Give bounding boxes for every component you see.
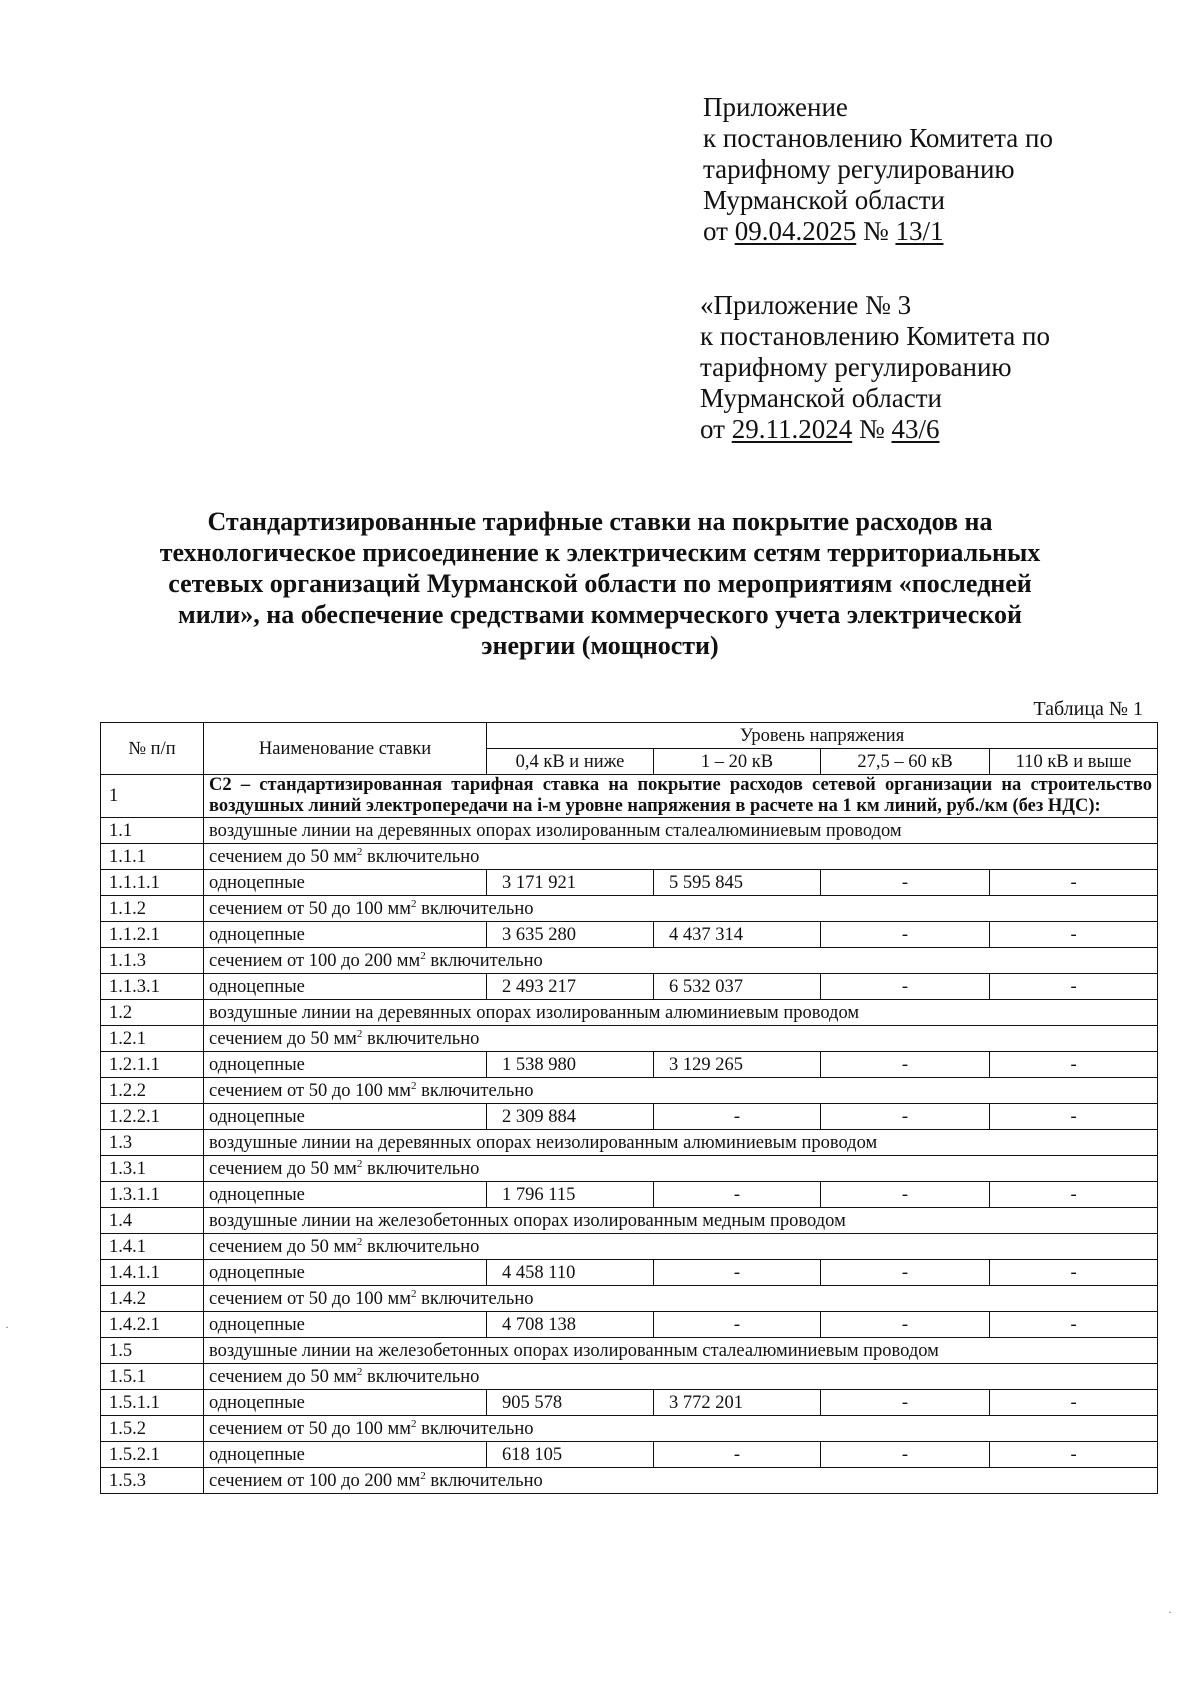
row-number: 1.4.1 xyxy=(101,1234,204,1260)
table-row xyxy=(101,1026,1158,1052)
rate-value: - xyxy=(821,974,990,1000)
rate-value: - xyxy=(654,1104,821,1130)
table-row xyxy=(101,775,1158,818)
row-label: воздушные линии на железобетонных опорах изолированным сталеалюминиевым проводом xyxy=(204,1338,1158,1364)
table-row xyxy=(101,896,1158,922)
rate-value: - xyxy=(990,1104,1158,1130)
rate-value: - xyxy=(990,922,1158,948)
appendix-line: Приложение xyxy=(703,92,848,122)
header-voltage: 27,5 – 60 кВ xyxy=(821,749,990,775)
rate-value: - xyxy=(821,1312,990,1338)
appendix-line: тарифному регулированию xyxy=(700,352,1012,382)
rate-value: 618 105 xyxy=(487,1442,654,1468)
row-number: 1.5.1 xyxy=(101,1364,204,1390)
appendix-line: тарифному регулированию xyxy=(703,154,1015,184)
appendix-date-line: от 09.04.2025 № 13/1 xyxy=(703,216,944,246)
table-row xyxy=(101,1078,1158,1104)
row-number: 1.1.2.1 xyxy=(101,922,204,948)
document-title: Стандартизированные тарифные ставки на покрытие расходов на технологическое присоединение к электрическим сетям территориальных сетевых организаций Мурманской области по мероприятиям «последней мили», на обеспечение средствами коммерческого учета электрической энергии (мощности) xyxy=(159,507,1041,660)
rate-value: - xyxy=(990,1390,1158,1416)
table-row xyxy=(101,1468,1158,1494)
rate-value: - xyxy=(990,1442,1158,1468)
row-number: 1.1.2 xyxy=(101,896,204,922)
appendix-line: к постановлению Комитета по xyxy=(703,123,1053,153)
row-number: 1.3.1.1 xyxy=(101,1182,204,1208)
rate-value: - xyxy=(821,1260,990,1286)
table-row xyxy=(101,1390,1158,1416)
rate-value: 3 171 921 xyxy=(487,870,654,896)
row-label: сечением от 50 до 100 $мм^2$ включительно xyxy=(204,1416,1158,1442)
row-label: одноцепные xyxy=(204,1260,487,1286)
header-voltage: 0,4 кВ и ниже xyxy=(487,749,654,775)
rate-value: - xyxy=(821,1442,990,1468)
appendix-line: Мурманской области xyxy=(703,185,945,215)
header-name: Наименование ставки xyxy=(204,723,487,775)
appendix-date: 09.04.2025 xyxy=(734,216,857,246)
rate-value: - xyxy=(990,870,1158,896)
row-number: 1.2.2 xyxy=(101,1078,204,1104)
row-label: воздушные линии на деревянных опорах неизолированным алюминиевым проводом xyxy=(204,1130,1158,1156)
row-number: 1.2.2.1 xyxy=(101,1104,204,1130)
header-voltage: 110 кВ и выше xyxy=(990,749,1158,775)
rate-value: 2 493 217 xyxy=(487,974,654,1000)
row-number: 1.5.3 xyxy=(101,1468,204,1494)
row-label: сечением от 50 до 100 $мм^2$ включительно xyxy=(204,896,1158,922)
rate-value: - xyxy=(821,870,990,896)
row-label: сечением до 50 $мм^2$ включительно xyxy=(204,1364,1158,1390)
row-label: воздушные линии на деревянных опорах изолированным алюминиевым проводом xyxy=(204,1000,1158,1026)
rate-value: - xyxy=(821,1182,990,1208)
rate-value: 4 708 138 xyxy=(487,1312,654,1338)
table-row xyxy=(101,1104,1158,1130)
appendix-line: Мурманской области xyxy=(700,383,942,413)
row-label: одноцепные xyxy=(204,870,487,896)
rate-value: - xyxy=(654,1260,821,1286)
row-label: одноцепные xyxy=(204,1052,487,1078)
table-row xyxy=(101,1052,1158,1078)
table-row xyxy=(101,1286,1158,1312)
rate-value: 1 796 115 xyxy=(487,1182,654,1208)
row-label: сечением от 50 до 100 $мм^2$ включительно xyxy=(204,1286,1158,1312)
rate-value: - xyxy=(990,1260,1158,1286)
row-number: 1.2.1.1 xyxy=(101,1052,204,1078)
row-number: 1.3 xyxy=(101,1130,204,1156)
row-number: 1.1.1 xyxy=(101,844,204,870)
row-number: 1.5.1.1 xyxy=(101,1390,204,1416)
rate-value: - xyxy=(821,1104,990,1130)
table-label: Таблица № 1 xyxy=(1033,698,1143,720)
table-row xyxy=(101,1312,1158,1338)
row-label: одноцепные xyxy=(204,1312,487,1338)
header-voltage-level: Уровень напряжения xyxy=(487,723,1158,749)
table-row xyxy=(101,1182,1158,1208)
row-label: сечением до 50 $мм^2$ включительно xyxy=(204,1026,1158,1052)
row-label: воздушные линии на железобетонных опорах изолированным медным проводом xyxy=(204,1208,1158,1234)
appendix-date: 29.11.2024 xyxy=(731,414,853,444)
appendix-header-current xyxy=(703,92,1173,247)
rate-value: 1 538 980 xyxy=(487,1052,654,1078)
scan-speck: · xyxy=(1168,1605,1172,1619)
appendix-header-original xyxy=(700,290,1170,445)
table-row xyxy=(101,1416,1158,1442)
row-number: 1.1.3 xyxy=(101,948,204,974)
table-row xyxy=(101,870,1158,896)
table-row xyxy=(101,1000,1158,1026)
row-label: одноцепные xyxy=(204,1104,487,1130)
rate-value: 3 129 265 xyxy=(654,1052,821,1078)
row-label: сечением до 50 $мм^2$ включительно xyxy=(204,844,1158,870)
table-row xyxy=(101,948,1158,974)
row-label: сечением от 100 до 200 $мм^2$ включительно xyxy=(204,948,1158,974)
header-voltage: 1 – 20 кВ xyxy=(654,749,821,775)
row-number: 1.2.1 xyxy=(101,1026,204,1052)
row-label: сечением до 50 $мм^2$ включительно xyxy=(204,1156,1158,1182)
table-row xyxy=(101,1260,1158,1286)
rate-value: - xyxy=(821,922,990,948)
table-row xyxy=(101,1442,1158,1468)
row-number: 1.1 xyxy=(101,818,204,844)
appendix-line: к постановлению Комитета по xyxy=(700,321,1050,351)
row-label: сечением до 50 $мм^2$ включительно xyxy=(204,1234,1158,1260)
rate-value: - xyxy=(990,1182,1158,1208)
row-number: 1.5.2.1 xyxy=(101,1442,204,1468)
row-label: сечением от 100 до 200 $мм^2$ включительно xyxy=(204,1468,1158,1494)
rate-value: - xyxy=(654,1442,821,1468)
appendix-number: 43/6 xyxy=(891,414,940,444)
row-number: 1.2 xyxy=(101,1000,204,1026)
row-label: одноцепные xyxy=(204,974,487,1000)
rate-value: 4 458 110 xyxy=(487,1260,654,1286)
rate-value: 6 532 037 xyxy=(654,974,821,1000)
table-row xyxy=(101,1130,1158,1156)
row-number: 1.1.3.1 xyxy=(101,974,204,1000)
rate-value: - xyxy=(654,1182,821,1208)
row-number: 1.5.2 xyxy=(101,1416,204,1442)
rate-value: - xyxy=(990,1312,1158,1338)
rate-value: 5 595 845 xyxy=(654,870,821,896)
table-row xyxy=(101,818,1158,844)
row-number: 1.1.1.1 xyxy=(101,870,204,896)
table-row xyxy=(101,1364,1158,1390)
rate-value: 2 309 884 xyxy=(487,1104,654,1130)
table-row xyxy=(101,1234,1158,1260)
row-label: одноцепные xyxy=(204,1182,487,1208)
table-row xyxy=(101,1208,1158,1234)
row-number: 1.4.1.1 xyxy=(101,1260,204,1286)
row-label: одноцепные xyxy=(204,1442,487,1468)
appendix-number: 13/1 xyxy=(895,216,944,246)
row-number: 1 xyxy=(101,775,204,818)
row-number: 1.5 xyxy=(101,1338,204,1364)
rate-value: - xyxy=(654,1312,821,1338)
scan-speck: · xyxy=(5,1320,9,1334)
rate-value: - xyxy=(990,1052,1158,1078)
row-label: сечением от 50 до 100 $мм^2$ включительно xyxy=(204,1078,1158,1104)
appendix-date-line: от 29.11.2024 № 43/6 xyxy=(700,414,940,444)
table-row xyxy=(101,1338,1158,1364)
table-row xyxy=(101,844,1158,870)
rate-value: 3 772 201 xyxy=(654,1390,821,1416)
table-row xyxy=(101,974,1158,1000)
row-number: 1.4.2.1 xyxy=(101,1312,204,1338)
rate-value: - xyxy=(821,1390,990,1416)
row-number: 1.4 xyxy=(101,1208,204,1234)
rate-value: 4 437 314 xyxy=(654,922,821,948)
row-number: 1.3.1 xyxy=(101,1156,204,1182)
appendix-line: «Приложение № 3 xyxy=(700,290,912,320)
section-title: С2 – стандартизированная тарифная ставка на покрытие расходов сетевой организации на строительство воздушных линий электропередачи на i-м уровне напряжения в расчете на 1 км линий, руб./км (без НДС): xyxy=(204,775,1158,818)
row-number: 1.4.2 xyxy=(101,1286,204,1312)
table-row xyxy=(101,922,1158,948)
row-label: одноцепные xyxy=(204,1390,487,1416)
rate-value: 905 578 xyxy=(487,1390,654,1416)
row-label: воздушные линии на деревянных опорах изолированным сталеалюминиевым проводом xyxy=(204,818,1158,844)
header-number: № п/п xyxy=(101,723,204,775)
row-label: одноцепные xyxy=(204,922,487,948)
table-header-row xyxy=(101,723,1158,749)
table-row xyxy=(101,1156,1158,1182)
rate-value: - xyxy=(821,1052,990,1078)
rate-value: 3 635 280 xyxy=(487,922,654,948)
tariff-table xyxy=(100,722,1158,1494)
rate-value: - xyxy=(990,974,1158,1000)
